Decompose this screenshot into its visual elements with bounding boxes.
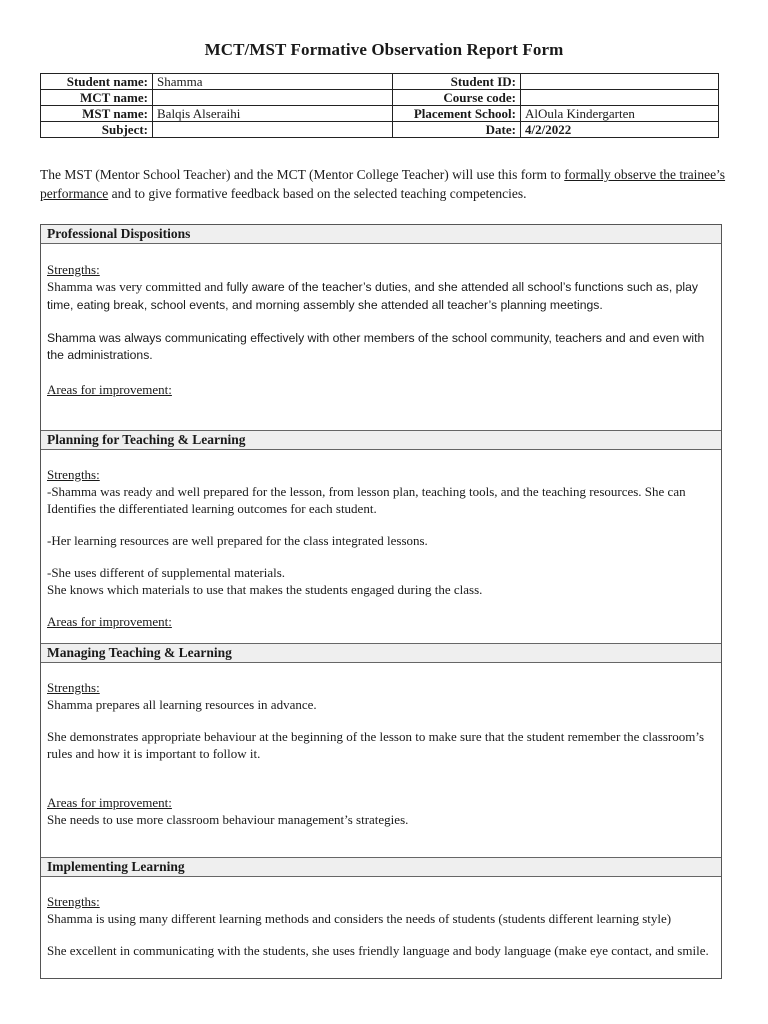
- placement-school-label: Placement School:: [393, 106, 521, 122]
- strength-text: -Shamma was ready and well prepared for the lesson, from lesson plan, teaching tools, and the teaching resources. She can Identifies the differentiated learning outcomes for each student.: [47, 484, 686, 516]
- areas-label: Areas for improvement:: [47, 614, 172, 629]
- strength-text: She knows which materials to use that makes the students engaged during the class.: [47, 582, 483, 597]
- section-body-managing: [41, 663, 721, 857]
- date-field: 4/2/2022: [521, 122, 719, 138]
- strength-text: She excellent in communicating with the students, she uses friendly language and body language (make eye contact, and smile.: [47, 943, 709, 958]
- section-heading-managing: Managing Teaching & Learning: [41, 643, 721, 663]
- strength-text: Shamma was always communicating effectively with other members of the school community, teachers and and even with the administrations.: [47, 331, 705, 362]
- student-id-field: [521, 74, 719, 90]
- subject-label: Subject:: [41, 122, 153, 138]
- areas-label: Areas for improvement:: [47, 382, 172, 397]
- strength-text: -Her learning resources are well prepared for the class integrated lessons.: [47, 533, 428, 548]
- intro-text-1: The MST (Mentor School Teacher) and the MCT (Mentor College Teacher) will use this form to: [40, 167, 565, 182]
- strength-text: Shamma is using many different learning methods and considers the needs of students (students different learning style): [47, 911, 672, 926]
- course-code-field: [521, 90, 719, 106]
- placement-school-field: AlOula Kindergarten: [521, 106, 719, 122]
- info-table: [40, 73, 719, 138]
- form-title: MCT/MST Formative Observation Report Form: [204, 40, 564, 59]
- section-body-planning: [41, 450, 721, 643]
- info-row-2: [41, 90, 719, 106]
- strengths-label: Strengths:: [47, 680, 100, 695]
- section-heading-implementing: Implementing Learning: [41, 857, 721, 877]
- course-code-label: Course code:: [393, 90, 521, 106]
- strength-text: Shamma prepares all learning resources in advance.: [47, 697, 317, 712]
- info-row-4: [41, 122, 719, 138]
- areas-label: Areas for improvement:: [47, 795, 172, 810]
- intro-text-2: and to give formative feedback based on the selected teaching competencies.: [108, 186, 527, 201]
- section-heading-professional: Professional Dispositions: [41, 225, 721, 244]
- mst-name-field: Balqis Alseraihi: [153, 106, 393, 122]
- mct-name-label: MCT name:: [41, 90, 153, 106]
- strengths-label: Strengths:: [47, 894, 100, 909]
- intro-paragraph: [40, 165, 730, 203]
- strength-text: She demonstrates appropriate behaviour at the beginning of the lesson to make sure that the student remember the classroom’s rules and how it is important to follow it.: [47, 729, 705, 761]
- subject-field: [153, 122, 393, 138]
- competency-sections: [40, 224, 722, 979]
- section-heading-planning: Planning for Teaching & Learning: [41, 430, 721, 450]
- info-row-1: [41, 74, 719, 90]
- strength-text: -She uses different of supplemental materials.: [47, 565, 286, 580]
- student-id-label: Student ID:: [393, 74, 521, 90]
- strengths-label: Strengths:: [47, 262, 100, 277]
- improvement-text: She needs to use more classroom behaviour management’s strategies.: [47, 812, 409, 827]
- section-body-professional: [41, 244, 721, 430]
- strengths-label: Strengths:: [47, 467, 100, 482]
- mct-name-field: [153, 90, 393, 106]
- section-body-implementing: [41, 877, 721, 959]
- student-name-field: Shamma: [153, 74, 393, 90]
- strength-text: Shamma was very committed and fully aware of the teacher’s duties, and she attended all school’s functions such as, play time, eating break, school events, and morning assembly she attended all teacher’s planning meetings.: [47, 279, 698, 312]
- student-name-label: Student name:: [41, 74, 153, 90]
- info-row-3: [41, 106, 719, 122]
- date-label: Date:: [393, 122, 521, 138]
- intro-underlined: formally observe the trainee’s performance: [40, 167, 726, 201]
- mst-name-label: MST name:: [41, 106, 153, 122]
